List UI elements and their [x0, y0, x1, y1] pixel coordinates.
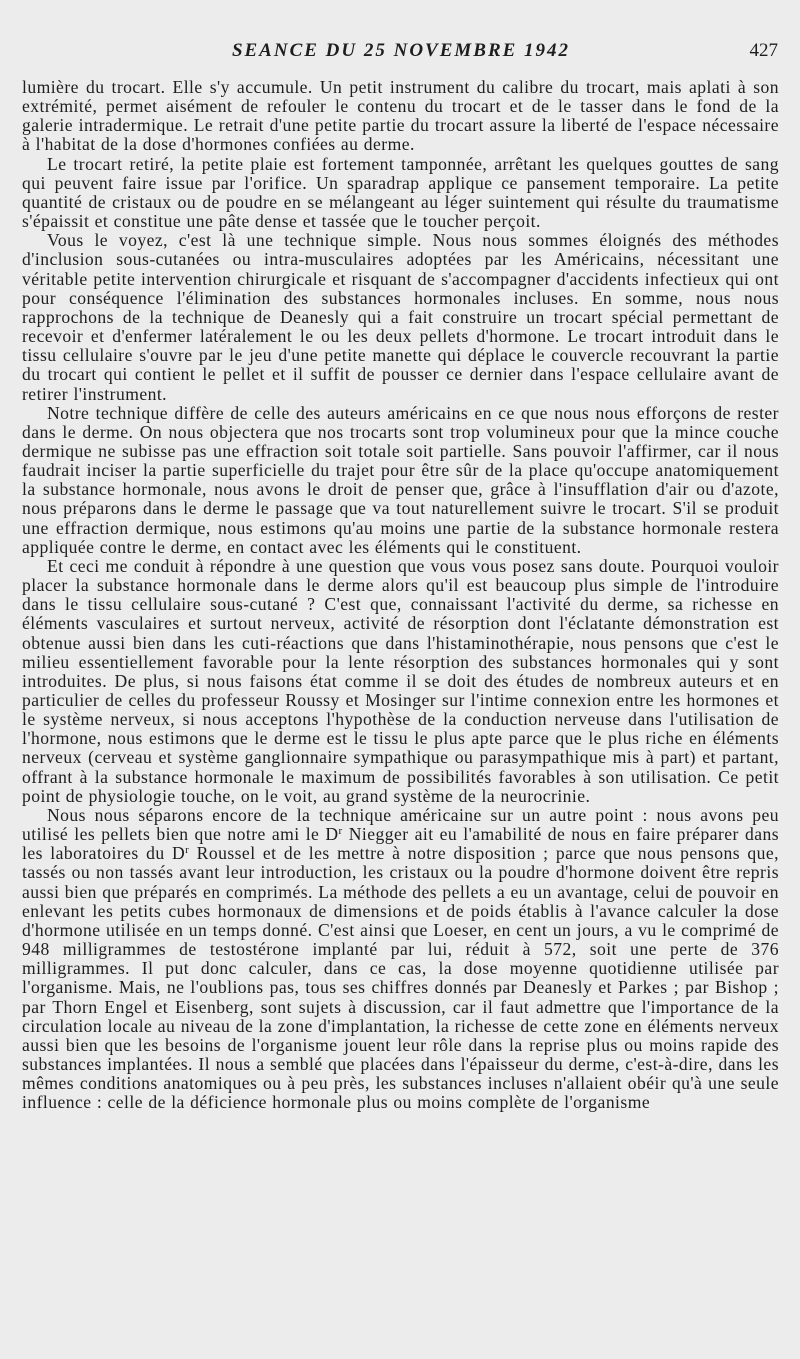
page-number: 427 [749, 40, 778, 61]
superscript: r [338, 825, 343, 838]
paragraph: Notre technique diffère de celle des auteurs américains en ce que nous nous efforçons de rester dans le derme. On nous objectera que nos trocarts sont trop volumineux pour que la mince couche dermique ne subisse pas une effraction soit totale soit partielle. Sans pouvoir l'affirmer, car il nous faudrait inciser la partie superficielle du trajet pour être sûr de la place qu'occupe anatomiquement la substance hormonale, nous avons le droit de penser que, grâce à l'insufflation d'air ou d'azote, nous préparons dans le derme le passage que va tout naturellement suivre le trocart. S'il se produit une effraction dermique, nous estimons qu'au moins une partie de la substance hormonale restera appliquée contre le derme, en contact avec les éléments qui le constituent. [22, 402, 779, 557]
running-header [22, 40, 780, 66]
paragraph-text: Nous nous séparons encore de la technique américaine sur un autre point : nous avons peu utilisé les pellets bien que notre ami le D [22, 804, 779, 845]
superscript: r [185, 844, 190, 857]
paragraph-continuation: lumière du trocart. Elle s'y accumule. Un petit instrument du calibre du trocart, mais aplati à son extrémité, permet aisément de refouler le contenu du trocart et de le tasser dans le fond de la galerie intradermique. Le retrait d'une petite partie du trocart assure la liberté de l'espace nécessaire à l'habitat de la dose d'hormones confiées au derme. [22, 77, 779, 155]
running-title: SEANCE DU 25 NOVEMBRE 1942 [231, 40, 571, 61]
paragraph [22, 806, 779, 1113]
paragraph: Le trocart retiré, la petite plaie est fortement tamponnée, arrêtant les quelques gouttes de sang qui peuvent faire issue par l'orifice. Un sparadrap applique ce pansement temporaire. La petite quantité de cristaux ou de poudre en se mélangeant au léger suintement qui résulte du traumatisme s'épaissit et constitue une pâte dense et tassée que le toucher perçoit. [22, 153, 779, 232]
body-text [22, 78, 779, 1112]
paragraph: Vous le voyez, c'est là une technique simple. Nous nous sommes éloignés des méthodes d'inclusion sous-cutanées ou intra-musculaires adoptées par les Américains, nécessitant une véritable petite intervention chirurgicale et risquant de s'accompagner d'accidents infectieux qui ont pour conséquence l'élimination des substances hormonales incluses. En somme, nous nous rapprochons de la technique de Deanesly qui a fait construire un trocart spécial permettant de recevoir et d'enfermer latéralement le ou les deux pellets d'hormone. Le trocart introduit dans le tissu cellulaire s'ouvre par le jeu d'une petite manette qui déplace le couvercle recouvrant la partie du trocart qui contient le pellet et il suffit de pousser ce dernier dans l'espace cellulaire avant de retirer l'instrument. [22, 230, 779, 404]
paragraph: Et ceci me conduit à répondre à une question que vous vous posez sans doute. Pourquoi vouloir placer la substance hormonale dans le derme alors qu'il est beaucoup plus simple de l'introduire dans le tissu cellulaire sous-cutané ? C'est que, connaissant l'activité du derme, sa richesse en éléments vasculaires et surtout nerveux, activité de résorption dont l'éclatante démonstration est obtenue aussi bien dans les cuti-réactions que dans l'histaminothérapie, nous pensons que c'est le milieu essentiellement favorable pour la lente résorption des substances hormonales qui y sont introduites. De plus, si nous faisons état comme il se doit des études de nombreux auteurs et en particulier de celles du professeur Roussy et Mosinger sur l'intime connexion entre les hormones et le système nerveux, si nous acceptons l'hypothèse de la conduction nerveuse dans l'utilisation de l'hormone, nous estimons que le derme est le tissu le plus apte parce que le plus riche en éléments nerveux (cerveau et système ganglionnaire sympathique ou parasympathique mis à part) et partant, offrant à la substance hormonale le maximum de possibilités favorables à son utilisation. Ce petit point de physiologie touche, on le voit, au grand système de la neurocrinie. [22, 555, 779, 806]
paragraph-text: Roussel et de les mettre à notre disposition ; parce que nous pensons que, tassés ou non tassés avant leur introduction, les cristaux ou la poudre d'hormone doivent être repris aussi bien que préparés en comprimés. La méthode des pellets a eu un avantage, celui de pouvoir en enlevant les petits cubes hormonaux de dimensions et de poids établis à l'avance calculer la dose d'hormone utilisée en un temps donné. C'est ainsi que Loeser, en cent un jours, a vu le comprimé de 948 milligrammes de testostérone implanté par lui, réduit à 572, soit une perte de 376 milligrammes. Il put donc calculer, dans ce cas, la dose moyenne quotidienne utilisée par l'organisme. Mais, ne l'oublions pas, tous ses chiffres donnés par Deanesly et Parkes ; par Bishop ; par Thorn Engel et Eisenberg, sont sujets à discussion, car il faut admettre que l'importance de la circulation locale au niveau de la zone d'implantation, la richesse de cette zone en éléments nerveux aussi bien que les besoins de l'organisme jouent leur rôle dans la reprise plus ou moins rapide des substances implantées. Il nous a semblé que placées dans l'épaisseur du derme, c'est-à-dire, dans les mêmes conditions anatomiques ou à peu près, les substances incluses n'allaient obéir qu'à une seule influence : celle de la déficience hormonale plus ou moins complète de l'organisme [22, 843, 779, 1113]
paragraph-text: Niegger ait eu l'amabilité de nous en faire préparer dans les laboratoires du D [22, 824, 779, 864]
